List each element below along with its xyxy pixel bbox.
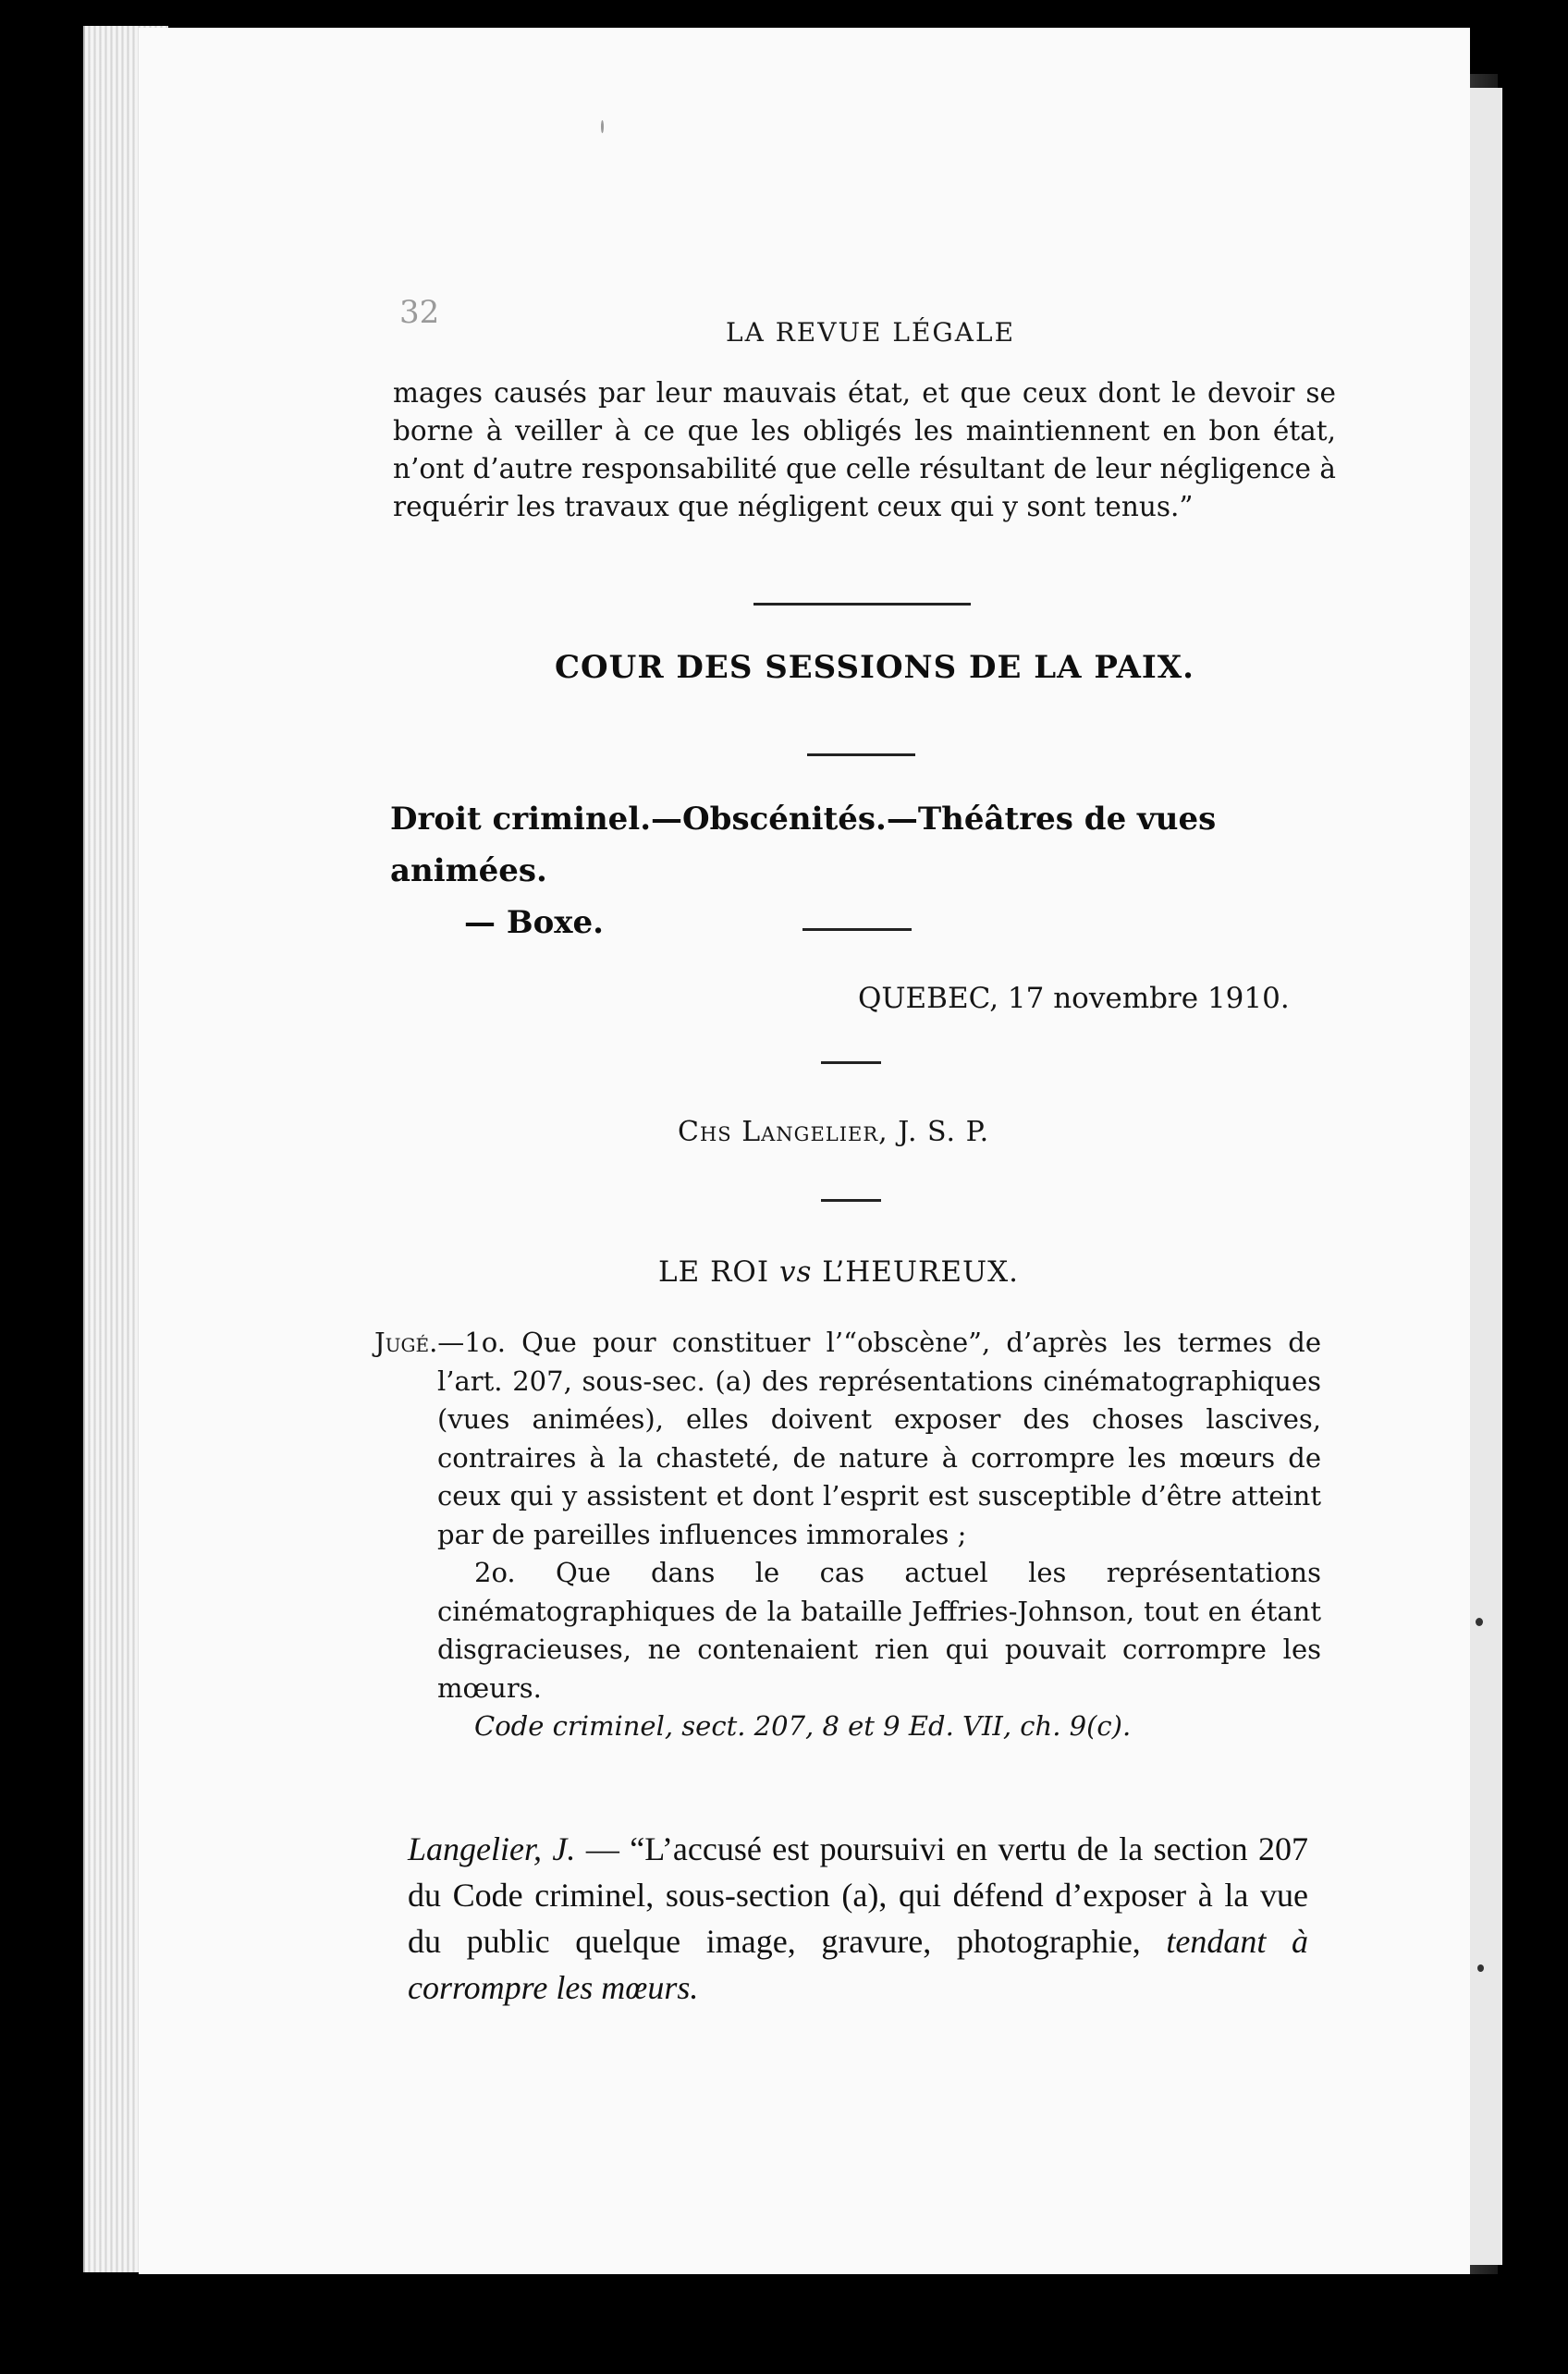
opinion-text xyxy=(365,1826,1308,2011)
opinion-judge: Langelier, J. xyxy=(408,1830,576,1867)
scan-speck xyxy=(1477,1964,1484,1972)
opinion-emphasis: tendant à corrompre les mœurs. xyxy=(408,1923,1308,2006)
short-divider-rule xyxy=(802,928,912,931)
section-divider-rule xyxy=(753,603,971,606)
scan-speck xyxy=(1476,1618,1483,1626)
tiny-divider-rule xyxy=(821,1199,881,1202)
judge-prefix: C xyxy=(678,1116,700,1148)
headnote-citation: Code criminel, sect. 207, 8 et 9 Ed. VII, ch. 9(c). xyxy=(474,1710,1132,1742)
subject-line-1: Droit criminel.—Obscénités.—Théâtres de vues animées. xyxy=(390,801,1217,889)
headnote-label-rest: ugé xyxy=(385,1327,430,1358)
judge-prefix-small: hs xyxy=(699,1116,732,1148)
running-head: LA REVUE LÉGALE xyxy=(726,317,1016,348)
opinion-body: — “L’accusé est poursuivi en vertu de la section 207 du Code criminel, sous-section (a), qui défend d’exposer à la vue du public quelque image, gravure, photographie, xyxy=(408,1830,1308,1960)
top-paragraph: mages causés par leur mauvais état, et que ceux dont le devoir se borne à veiller à ce que les obligés les maintiennent en bon état, n’ont d’autre responsabilité que celle résultant de leur négligence à requérir les travaux que négligent ceux qui y sont tenus.” xyxy=(393,377,1336,522)
subject-heading xyxy=(390,793,1333,948)
judge-name-rest: angelier xyxy=(761,1116,879,1148)
judge-line xyxy=(678,1116,989,1148)
case-title-right: L’HEUREUX. xyxy=(822,1255,1020,1289)
case-title xyxy=(658,1255,1019,1289)
tiny-divider-rule xyxy=(821,1061,881,1064)
subject-line-2: — Boxe. xyxy=(464,904,604,941)
date-line: QUEBEC, 17 novembre 1910. xyxy=(858,982,1290,1015)
headnote-point-1 xyxy=(374,1324,1321,1554)
case-title-left: LE ROI xyxy=(658,1255,770,1289)
opinion-paragraph xyxy=(365,1826,1308,2011)
page-number: 32 xyxy=(399,294,440,331)
headnote-point-1-text: .—1o. Que pour constituer l’“obscène”, d’après les termes de l’art. 207, sous-sec. (a) des représentations cinématographiques (vues animées), elles doivent exposer des choses lascives, contraires à la chasteté, de nature à corrompre les mœurs de ceux qui y assistent et dont l’esprit est susceptible d’être atteint par de pareilles influences immorales ; xyxy=(429,1327,1321,1550)
headnote-point-2: 2o. Que dans le cas actuel les représentations cinématographiques de la bataille Jeffries-Johnson, tout en étant disgracieuses, ne contenaient rien qui pouvait corrompre les mœurs. xyxy=(437,1557,1321,1704)
short-divider-rule xyxy=(807,753,915,756)
headnote xyxy=(374,1324,1321,1746)
facing-page-edge xyxy=(1470,88,1502,2265)
judge-name-initial: L xyxy=(741,1116,762,1148)
court-heading: COUR DES SESSIONS DE LA PAIX. xyxy=(555,649,1194,686)
headnote-label-initial: J xyxy=(374,1327,386,1358)
case-title-vs: vs xyxy=(778,1255,813,1289)
scan-speck xyxy=(601,120,604,133)
judge-suffix: , J. S. P. xyxy=(878,1116,990,1148)
